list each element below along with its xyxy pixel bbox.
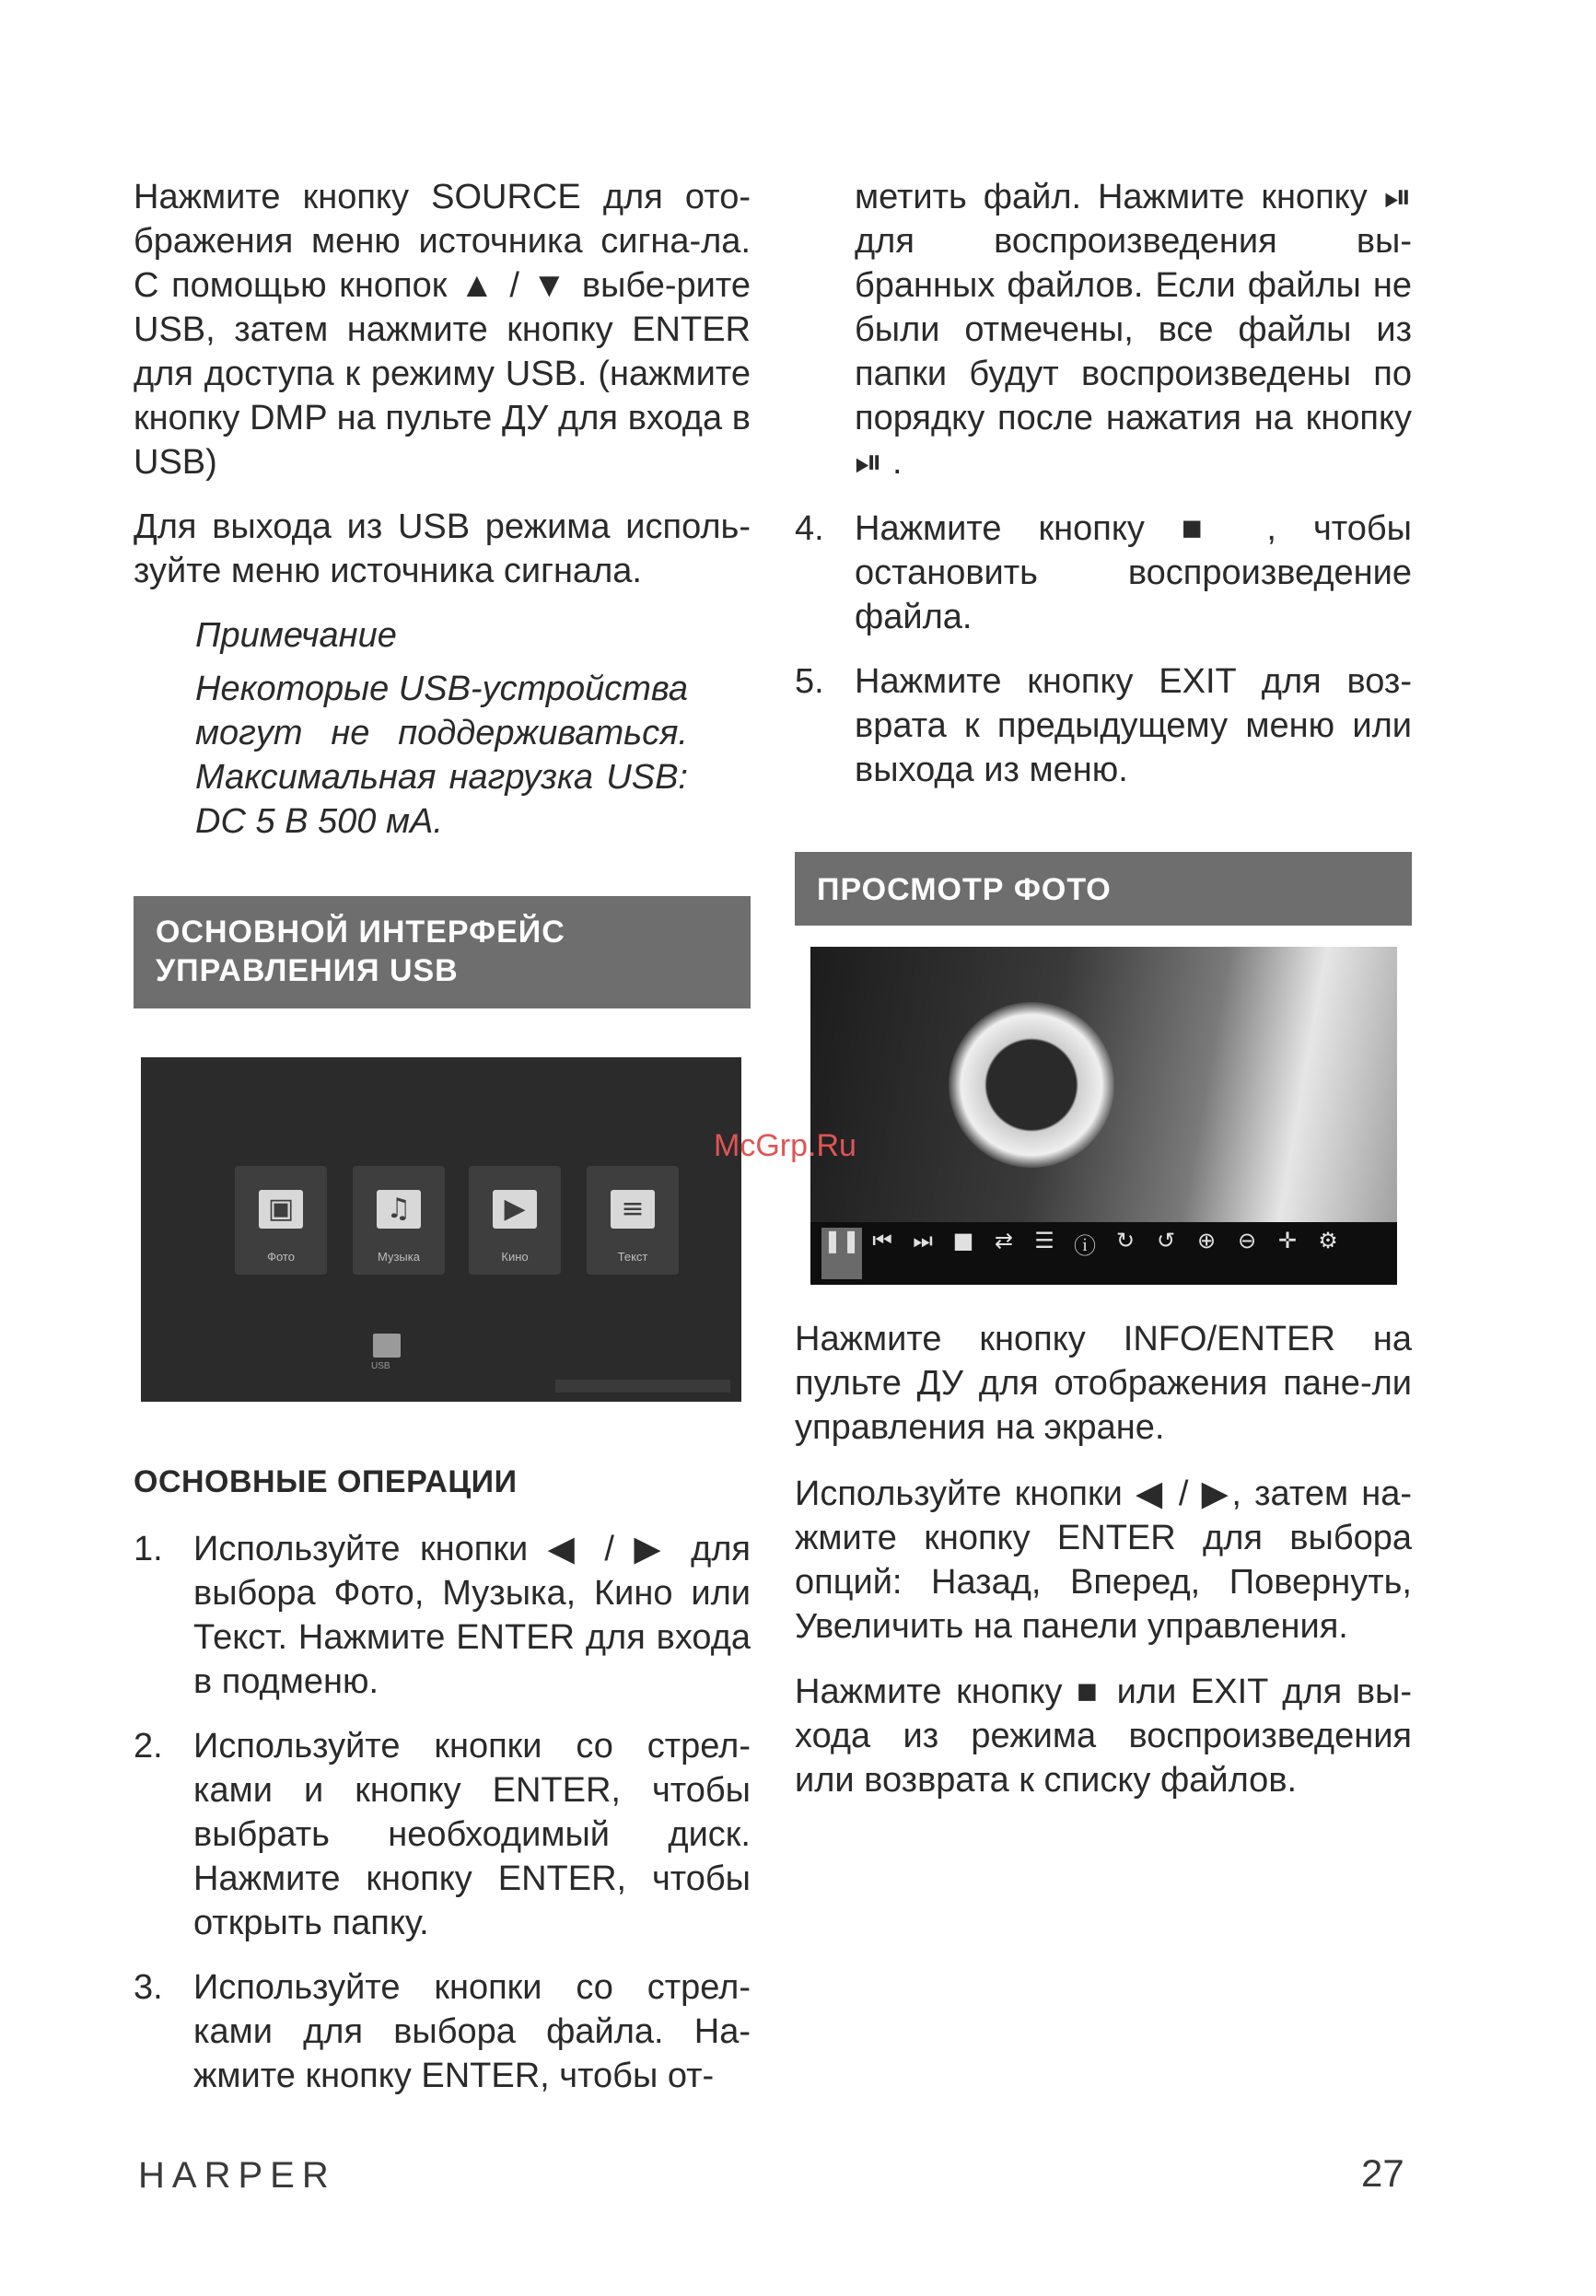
rotate-left-icon[interactable]: ↺ [1156,1228,1176,1253]
list-item-number: 3. [134,1968,163,2007]
list-item [134,1527,751,1704]
section-header-usb-text: ОСНОВНОЙ ИНТЕРФЕЙС УПРАВЛЕНИЯ USB [156,915,565,988]
film-icon: ▶ [493,1190,537,1229]
usb-tile-label: Фото [267,1250,295,1264]
music-icon: ♫ [377,1190,421,1229]
ops-header: ОСНОВНЫЕ ОПЕРАЦИИ [134,1464,518,1499]
intro-paragraph: Нажмите кнопку SOURCE для ото-бражения меню источника сигна-ла. С помощью кнопок ▲ / ▼ выбе-рите USB, затем нажмите кнопку ENTER для доступа к режиму USB. (нажмите кнопку DMP на пульте ДУ для входа в USB) [134,178,751,482]
list-item [134,1965,751,2098]
zoom-in-icon[interactable]: ⊕ [1196,1228,1217,1253]
photo-paragraph-2: Используйте кнопки ◀ / ▶, затем на-жмите кнопку ENTER для выбора опций: Назад, Вперед, Повернуть, Увеличить на панели управления. [795,1474,1412,1646]
next-icon[interactable]: ⏭ [913,1228,933,1253]
sunflower-image [949,1002,1114,1168]
ops-list-left [134,1527,751,2098]
list-item-number: 2. [134,1727,163,1766]
stop-icon[interactable]: ■ [952,1228,974,1253]
usb-drive-label: USB [371,1361,390,1371]
usb-tile-label: Текст [617,1250,648,1264]
exit-usb-paragraph: Для выхода из USB режима исполь-зуйте меню источника сигнала. [134,507,751,590]
usb-tile-movie [469,1166,561,1275]
info-icon[interactable]: ⓘ [1074,1233,1096,1259]
settings-icon[interactable]: ⚙ [1318,1228,1338,1253]
photo-icon: ▣ [259,1190,303,1229]
watermark: McGrp.Ru [714,1128,856,1163]
usb-tile-photo [235,1166,327,1275]
section-header-photo-text: ПРОСМОТР ФОТО [817,872,1112,907]
pause-icon[interactable]: ❚❚ [821,1228,862,1279]
list-item-text: Используйте кнопки со стрел-ками и кнопку ENTER, чтобы выбрать необходимый диск. Нажмите кнопку ENTER, чтобы открыть папку. [193,1727,751,1942]
photo-paragraph-1: Нажмите кнопку INFO/ENTER на пульте ДУ для отображения пане-ли управления на экране. [795,1320,1412,1447]
list-item [795,507,1412,639]
section-header-photo [795,852,1412,926]
zoom-out-icon[interactable]: ⊖ [1237,1228,1257,1253]
document-icon: ≡ [611,1190,655,1229]
photo-paragraph-3: Нажмите кнопку ■ или EXIT для вы-хода из режима воспроизведения или возврата к списку файлов. [795,1672,1412,1800]
usb-tile-text [587,1166,679,1275]
list-item [795,659,1412,792]
repeat-icon[interactable]: ⇄ [994,1228,1014,1253]
previous-icon[interactable]: ⏮ [872,1228,892,1253]
continued-paragraph: метить файл. Нажмите кнопку ⏯ для воспроизведения вы-бранных файлов. Если файлы не были отмечены, все файлы из папки будут воспроизведены по порядку после нажатия на кнопку ⏯ . [855,178,1412,482]
ops-list-right [795,507,1412,792]
usb-tile-label: Кино [501,1250,529,1264]
photo-viewer-screenshot [810,947,1397,1285]
page-number: 27 [1361,2151,1404,2195]
brand-logo: HARPER [138,2155,336,2196]
usb-interface-screenshot [141,1057,741,1402]
usb-tile-label: Музыка [378,1250,420,1264]
usb-drive-icon [373,1334,401,1358]
list-item-text: Нажмите кнопку EXIT для воз-врата к предыдущему меню или выхода из меню. [855,662,1412,789]
list-item-text: Используйте кнопки ◀ / ▶ для выбора Фото, Музыка, Кино или Текст. Нажмите ENTER для входа в подменю. [193,1530,751,1701]
note-text: Некоторые USB-устройства могут не поддерживаться. Максимальная нагрузка USB: DC 5 В 500 мА. [195,670,689,841]
list-item-number: 5. [795,662,824,701]
section-header-usb [134,896,751,1008]
list-item [134,1724,751,1945]
rotate-right-icon[interactable]: ↻ [1115,1228,1136,1253]
list-item-text: Используйте кнопки со стрел-ками для выбора файла. На-жмите кнопку ENTER, чтобы от- [193,1968,751,2095]
usb-tile-music [353,1166,445,1275]
photo-toolbar [810,1222,1397,1285]
note-title: Примечание [195,616,397,655]
usb-status-bar [555,1380,730,1393]
playlist-icon[interactable]: ☰ [1034,1228,1054,1253]
list-item-text: Нажмите кнопку ■ , чтобы остановить воспроизведение файла. [855,509,1412,636]
list-item-number: 1. [134,1530,163,1568]
move-icon[interactable]: ✛ [1277,1228,1298,1253]
list-item-number: 4. [795,509,824,548]
